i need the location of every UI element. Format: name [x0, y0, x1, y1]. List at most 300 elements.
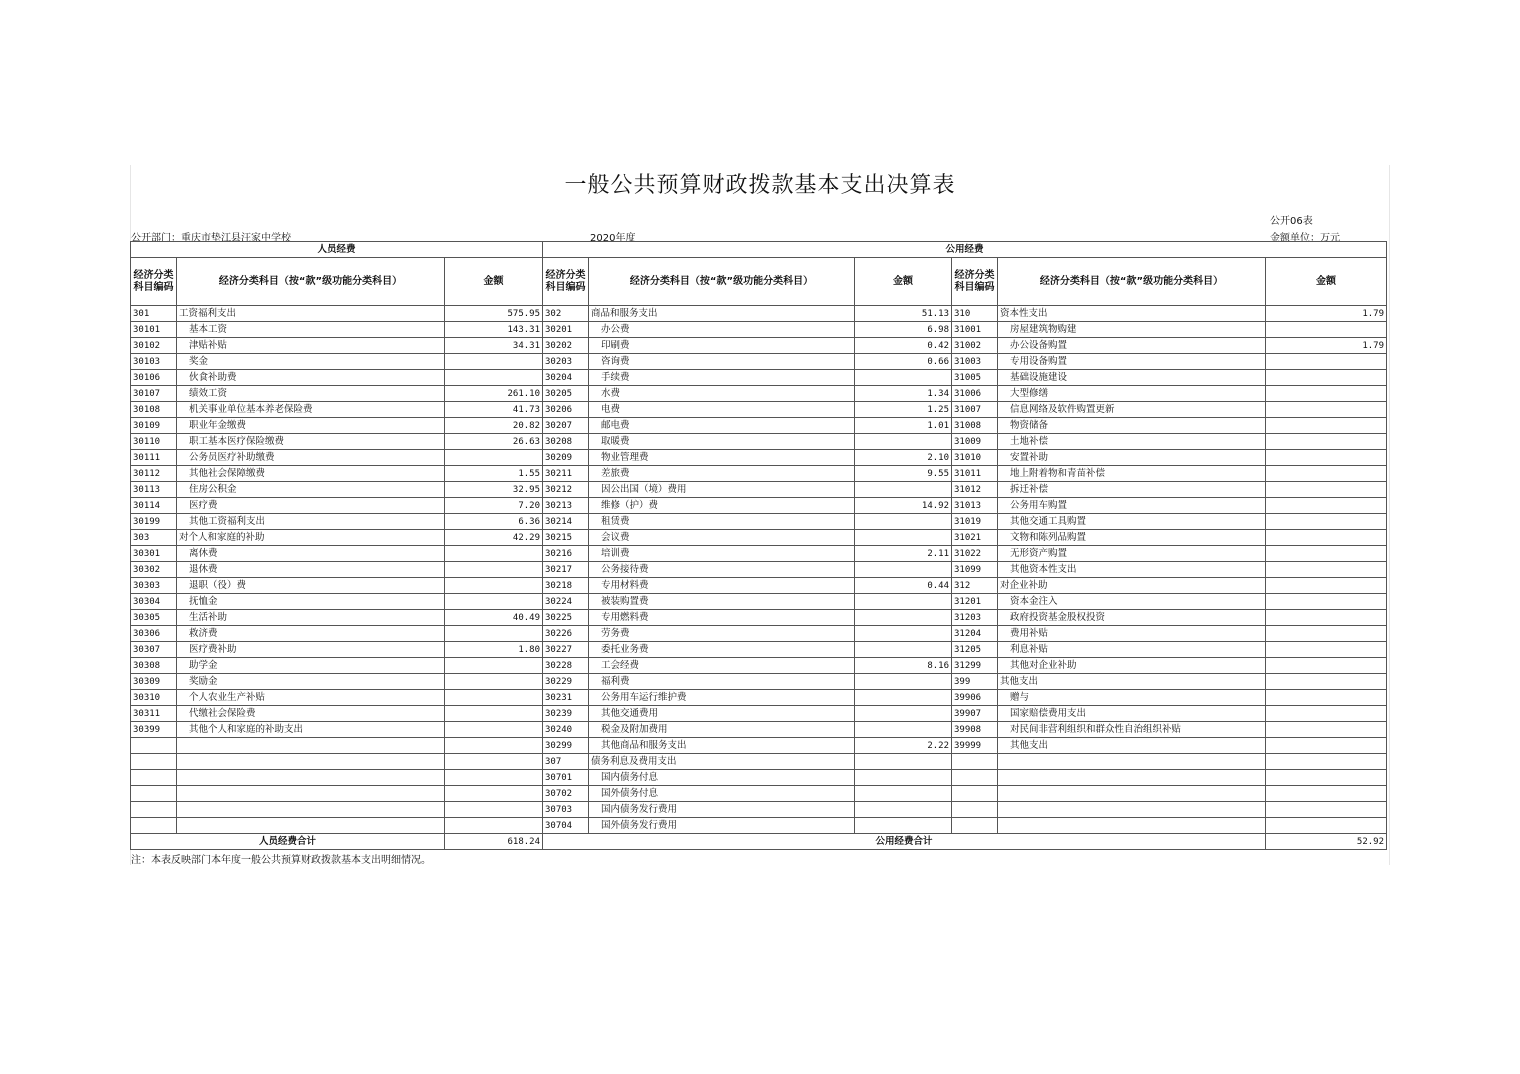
- amount-cell: [445, 450, 543, 466]
- amount-cell: [1266, 658, 1387, 674]
- item-name-cell: 被装购置费: [589, 594, 855, 610]
- item-name-cell: 医疗费: [177, 498, 445, 514]
- item-name-cell: 水费: [589, 386, 855, 402]
- item-name-cell: 税金及附加费用: [589, 722, 855, 738]
- amount-cell: [1266, 530, 1387, 546]
- amount-cell: 51.13: [855, 306, 952, 322]
- code-cell: 31205: [952, 642, 998, 658]
- amount-cell: 0.44: [855, 578, 952, 594]
- table-row: [131, 402, 1387, 418]
- amount-cell: 26.63: [445, 434, 543, 450]
- table-row: [131, 674, 1387, 690]
- table-row: [131, 322, 1387, 338]
- amount-cell: [1266, 706, 1387, 722]
- col-amount-header: 金额: [1266, 258, 1387, 306]
- code-cell: [131, 818, 177, 834]
- amount-cell: [1266, 514, 1387, 530]
- amount-cell: [445, 354, 543, 370]
- code-cell: 30107: [131, 386, 177, 402]
- item-name-cell: 维修（护）费: [589, 498, 855, 514]
- amount-cell: 2.22: [855, 738, 952, 754]
- amount-cell: [445, 818, 543, 834]
- amount-cell: [855, 674, 952, 690]
- amount-cell: [1266, 594, 1387, 610]
- amount-cell: [855, 690, 952, 706]
- item-name-cell: [177, 754, 445, 770]
- item-name-cell: 公务用车购置: [998, 498, 1266, 514]
- col-code-header: 经济分类科目编码: [952, 258, 998, 306]
- item-name-cell: 职工基本医疗保险缴费: [177, 434, 445, 450]
- item-name-cell: 其他交通费用: [589, 706, 855, 722]
- code-cell: 30701: [543, 770, 589, 786]
- amount-cell: [445, 690, 543, 706]
- item-name-cell: 其他社会保障缴费: [177, 466, 445, 482]
- form-number: 公开06表: [1270, 216, 1313, 227]
- code-cell: [131, 802, 177, 818]
- item-name-cell: [998, 802, 1266, 818]
- amount-cell: 1.79: [1266, 338, 1387, 354]
- amount-cell: 14.92: [855, 498, 952, 514]
- code-cell: 30305: [131, 610, 177, 626]
- amount-cell: [445, 770, 543, 786]
- code-cell: 30212: [543, 482, 589, 498]
- code-cell: [952, 802, 998, 818]
- item-name-cell: 其他工资福利支出: [177, 514, 445, 530]
- section-public-header: 公用经费: [543, 242, 1387, 258]
- table-row: [131, 514, 1387, 530]
- amount-cell: [445, 754, 543, 770]
- code-cell: 30205: [543, 386, 589, 402]
- item-name-cell: 赠与: [998, 690, 1266, 706]
- code-cell: 31021: [952, 530, 998, 546]
- item-name-cell: 津贴补贴: [177, 338, 445, 354]
- amount-cell: [1266, 802, 1387, 818]
- item-name-cell: 专用燃料费: [589, 610, 855, 626]
- item-name-cell: 资本性支出: [998, 306, 1266, 322]
- table-row: [131, 594, 1387, 610]
- code-cell: 31204: [952, 626, 998, 642]
- code-cell: 31005: [952, 370, 998, 386]
- code-cell: 30209: [543, 450, 589, 466]
- code-cell: 30208: [543, 434, 589, 450]
- code-cell: 30203: [543, 354, 589, 370]
- item-name-cell: 因公出国（境）费用: [589, 482, 855, 498]
- amount-cell: [855, 754, 952, 770]
- code-cell: 302: [543, 306, 589, 322]
- item-name-cell: 绩效工资: [177, 386, 445, 402]
- amount-cell: [855, 802, 952, 818]
- amount-cell: 2.11: [855, 546, 952, 562]
- item-name-cell: 物资储备: [998, 418, 1266, 434]
- item-name-cell: 其他对企业补助: [998, 658, 1266, 674]
- table-row: [131, 738, 1387, 754]
- table-row: [131, 690, 1387, 706]
- code-cell: 30306: [131, 626, 177, 642]
- amount-cell: [1266, 626, 1387, 642]
- code-cell: 301: [131, 306, 177, 322]
- item-name-cell: 代缴社会保险费: [177, 706, 445, 722]
- amount-cell: 1.79: [1266, 306, 1387, 322]
- amount-cell: [1266, 578, 1387, 594]
- code-cell: 30112: [131, 466, 177, 482]
- code-cell: 310: [952, 306, 998, 322]
- sheet-right-border: [1389, 165, 1390, 865]
- code-cell: 30218: [543, 578, 589, 594]
- amount-cell: [445, 658, 543, 674]
- item-name-cell: 退休费: [177, 562, 445, 578]
- code-cell: 31009: [952, 434, 998, 450]
- item-name-cell: 商品和服务支出: [589, 306, 855, 322]
- table-row: [131, 722, 1387, 738]
- amount-cell: [855, 770, 952, 786]
- table-row: [131, 450, 1387, 466]
- amount-cell: 9.55: [855, 466, 952, 482]
- code-cell: 30199: [131, 514, 177, 530]
- amount-cell: [445, 738, 543, 754]
- code-cell: [952, 786, 998, 802]
- code-cell: [952, 818, 998, 834]
- code-cell: 30213: [543, 498, 589, 514]
- item-name-cell: 劳务费: [589, 626, 855, 642]
- table-row: [131, 578, 1387, 594]
- amount-cell: [1266, 354, 1387, 370]
- section-personnel-header: 人员经费: [131, 242, 543, 258]
- item-name-cell: 生活补助: [177, 610, 445, 626]
- item-name-cell: 其他个人和家庭的补助支出: [177, 722, 445, 738]
- item-name-cell: 个人农业生产补贴: [177, 690, 445, 706]
- code-cell: 31022: [952, 546, 998, 562]
- amount-cell: [855, 642, 952, 658]
- code-cell: 31001: [952, 322, 998, 338]
- table-row: [131, 626, 1387, 642]
- code-cell: 30217: [543, 562, 589, 578]
- code-cell: 30113: [131, 482, 177, 498]
- code-cell: 30303: [131, 578, 177, 594]
- item-name-cell: 培训费: [589, 546, 855, 562]
- item-name-cell: 办公设备购置: [998, 338, 1266, 354]
- code-cell: 31201: [952, 594, 998, 610]
- item-name-cell: 奖励金: [177, 674, 445, 690]
- item-name-cell: 国家赔偿费用支出: [998, 706, 1266, 722]
- item-name-cell: 伙食补助费: [177, 370, 445, 386]
- amount-cell: 6.98: [855, 322, 952, 338]
- code-cell: 30311: [131, 706, 177, 722]
- amount-cell: [1266, 498, 1387, 514]
- item-name-cell: 印刷费: [589, 338, 855, 354]
- item-name-cell: 其他商品和服务支出: [589, 738, 855, 754]
- amount-cell: [855, 514, 952, 530]
- code-cell: 30225: [543, 610, 589, 626]
- code-cell: 39999: [952, 738, 998, 754]
- expenditure-table: [130, 241, 1387, 850]
- item-name-cell: 机关事业单位基本养老保险费: [177, 402, 445, 418]
- code-cell: 39907: [952, 706, 998, 722]
- amount-cell: 6.36: [445, 514, 543, 530]
- code-cell: 30206: [543, 402, 589, 418]
- code-cell: 31013: [952, 498, 998, 514]
- code-cell: 30214: [543, 514, 589, 530]
- item-name-cell: 工会经费: [589, 658, 855, 674]
- code-cell: [131, 738, 177, 754]
- item-name-cell: 安置补助: [998, 450, 1266, 466]
- item-name-cell: 退职（役）费: [177, 578, 445, 594]
- item-name-cell: 公务员医疗补助缴费: [177, 450, 445, 466]
- item-name-cell: 土地补偿: [998, 434, 1266, 450]
- amount-cell: [855, 434, 952, 450]
- amount-cell: [1266, 642, 1387, 658]
- table-row: [131, 706, 1387, 722]
- item-name-cell: 国内债务付息: [589, 770, 855, 786]
- code-cell: 30301: [131, 546, 177, 562]
- item-name-cell: 助学金: [177, 658, 445, 674]
- code-cell: 31010: [952, 450, 998, 466]
- item-name-cell: 大型修缮: [998, 386, 1266, 402]
- fiscal-year: 2020年度: [590, 233, 636, 244]
- code-cell: 30109: [131, 418, 177, 434]
- table-row: [131, 818, 1387, 834]
- code-cell: 30201: [543, 322, 589, 338]
- code-cell: 30215: [543, 530, 589, 546]
- amount-cell: [1266, 546, 1387, 562]
- table-row: [131, 546, 1387, 562]
- amount-cell: 41.73: [445, 402, 543, 418]
- amount-cell: [1266, 786, 1387, 802]
- amount-cell: [1266, 402, 1387, 418]
- amount-cell: [1266, 610, 1387, 626]
- personnel-total-amount: 618.24: [445, 834, 543, 850]
- code-cell: 30229: [543, 674, 589, 690]
- amount-cell: [1266, 434, 1387, 450]
- code-cell: [131, 754, 177, 770]
- col-amount-header: 金额: [855, 258, 952, 306]
- table-row: [131, 530, 1387, 546]
- item-name-cell: 物业管理费: [589, 450, 855, 466]
- item-name-cell: 工资福利支出: [177, 306, 445, 322]
- code-cell: [952, 754, 998, 770]
- code-cell: 31007: [952, 402, 998, 418]
- amount-cell: [445, 594, 543, 610]
- amount-cell: [445, 370, 543, 386]
- item-name-cell: 对个人和家庭的补助: [177, 530, 445, 546]
- code-cell: 31006: [952, 386, 998, 402]
- item-name-cell: 对企业补助: [998, 578, 1266, 594]
- item-name-cell: [177, 786, 445, 802]
- code-cell: 30224: [543, 594, 589, 610]
- code-cell: 399: [952, 674, 998, 690]
- item-name-cell: 咨询费: [589, 354, 855, 370]
- amount-cell: [855, 610, 952, 626]
- code-cell: 30240: [543, 722, 589, 738]
- item-name-cell: 救济费: [177, 626, 445, 642]
- table-row: [131, 802, 1387, 818]
- amount-cell: 575.95: [445, 306, 543, 322]
- amount-cell: 261.10: [445, 386, 543, 402]
- code-cell: 30216: [543, 546, 589, 562]
- item-name-cell: 房屋建筑物购建: [998, 322, 1266, 338]
- code-cell: 30399: [131, 722, 177, 738]
- table-row: [131, 386, 1387, 402]
- amount-cell: 34.31: [445, 338, 543, 354]
- amount-cell: [445, 562, 543, 578]
- code-cell: [131, 786, 177, 802]
- code-cell: 30310: [131, 690, 177, 706]
- table-row: [131, 482, 1387, 498]
- table-row: [131, 498, 1387, 514]
- code-cell: 30204: [543, 370, 589, 386]
- item-name-cell: 抚恤金: [177, 594, 445, 610]
- amount-cell: [1266, 770, 1387, 786]
- code-cell: 31299: [952, 658, 998, 674]
- amount-cell: 2.10: [855, 450, 952, 466]
- code-cell: 30110: [131, 434, 177, 450]
- table-row: [131, 754, 1387, 770]
- amount-cell: [445, 706, 543, 722]
- item-name-cell: 电费: [589, 402, 855, 418]
- amount-cell: 0.42: [855, 338, 952, 354]
- amount-cell: [855, 722, 952, 738]
- item-name-cell: 其他资本性支出: [998, 562, 1266, 578]
- code-cell: [131, 770, 177, 786]
- item-name-cell: 专用材料费: [589, 578, 855, 594]
- code-cell: 30231: [543, 690, 589, 706]
- col-code-header: 经济分类科目编码: [131, 258, 177, 306]
- code-cell: 31012: [952, 482, 998, 498]
- table-row: [131, 770, 1387, 786]
- code-cell: 30703: [543, 802, 589, 818]
- code-cell: 30211: [543, 466, 589, 482]
- item-name-cell: 奖金: [177, 354, 445, 370]
- code-cell: 30704: [543, 818, 589, 834]
- amount-cell: [1266, 482, 1387, 498]
- amount-cell: [445, 786, 543, 802]
- item-name-cell: 国外债务付息: [589, 786, 855, 802]
- item-name-cell: 手续费: [589, 370, 855, 386]
- amount-cell: [855, 626, 952, 642]
- item-name-cell: 公务用车运行维护费: [589, 690, 855, 706]
- table-row: [131, 786, 1387, 802]
- amount-cell: [1266, 818, 1387, 834]
- amount-cell: [1266, 450, 1387, 466]
- amount-cell: 1.01: [855, 418, 952, 434]
- table-row: [131, 562, 1387, 578]
- item-name-cell: 国外债务发行费用: [589, 818, 855, 834]
- col-name-header: 经济分类科目（按“款”级功能分类科目）: [589, 258, 855, 306]
- code-cell: 31011: [952, 466, 998, 482]
- code-cell: 303: [131, 530, 177, 546]
- item-name-cell: 对民间非营利组织和群众性自治组织补贴: [998, 722, 1266, 738]
- footnote: 注：本表反映部门本年度一般公共预算财政拨款基本支出明细情况。: [131, 855, 431, 866]
- code-cell: 30108: [131, 402, 177, 418]
- col-amount-header: 金额: [445, 258, 543, 306]
- table-row: [131, 418, 1387, 434]
- item-name-cell: 费用补贴: [998, 626, 1266, 642]
- public-total-amount: 52.92: [1266, 834, 1387, 850]
- amount-cell: 1.55: [445, 466, 543, 482]
- item-name-cell: 住房公积金: [177, 482, 445, 498]
- amount-cell: [1266, 386, 1387, 402]
- code-cell: 39908: [952, 722, 998, 738]
- item-name-cell: [177, 802, 445, 818]
- amount-cell: [855, 594, 952, 610]
- department-label: 公开部门：重庆市垫江县汪家中学校: [131, 233, 291, 244]
- item-name-cell: [998, 754, 1266, 770]
- amount-cell: [1266, 466, 1387, 482]
- table-row: [131, 658, 1387, 674]
- code-cell: 31003: [952, 354, 998, 370]
- code-cell: 30309: [131, 674, 177, 690]
- amount-cell: [1266, 722, 1387, 738]
- code-cell: 30228: [543, 658, 589, 674]
- item-name-cell: 其他交通工具购置: [998, 514, 1266, 530]
- amount-cell: [445, 578, 543, 594]
- table-row: [131, 434, 1387, 450]
- amount-cell: 1.80: [445, 642, 543, 658]
- table-row: [131, 642, 1387, 658]
- code-cell: 30308: [131, 658, 177, 674]
- code-cell: 30227: [543, 642, 589, 658]
- amount-cell: 7.20: [445, 498, 543, 514]
- item-name-cell: 文物和陈列品购置: [998, 530, 1266, 546]
- amount-cell: [445, 626, 543, 642]
- table-row: [131, 466, 1387, 482]
- amount-cell: [855, 370, 952, 386]
- code-cell: 31203: [952, 610, 998, 626]
- amount-cell: 8.16: [855, 658, 952, 674]
- amount-cell: [855, 818, 952, 834]
- amount-cell: 0.66: [855, 354, 952, 370]
- item-name-cell: 拆迁补偿: [998, 482, 1266, 498]
- code-cell: 307: [543, 754, 589, 770]
- item-name-cell: 医疗费补助: [177, 642, 445, 658]
- amount-cell: [855, 786, 952, 802]
- col-name-header: 经济分类科目（按“款”级功能分类科目）: [177, 258, 445, 306]
- code-cell: 30102: [131, 338, 177, 354]
- code-cell: 30202: [543, 338, 589, 354]
- item-name-cell: 邮电费: [589, 418, 855, 434]
- item-name-cell: [177, 818, 445, 834]
- code-cell: 30103: [131, 354, 177, 370]
- code-cell: 30101: [131, 322, 177, 338]
- amount-cell: 20.82: [445, 418, 543, 434]
- code-cell: 31002: [952, 338, 998, 354]
- amount-cell: [445, 802, 543, 818]
- amount-cell: 143.31: [445, 322, 543, 338]
- item-name-cell: 福利费: [589, 674, 855, 690]
- table-row: [131, 354, 1387, 370]
- item-name-cell: 职业年金缴费: [177, 418, 445, 434]
- amount-cell: 40.49: [445, 610, 543, 626]
- amount-cell: [855, 530, 952, 546]
- amount-cell: 1.34: [855, 386, 952, 402]
- item-name-cell: 政府投资基金股权投资: [998, 610, 1266, 626]
- amount-cell: [1266, 754, 1387, 770]
- item-name-cell: 利息补贴: [998, 642, 1266, 658]
- code-cell: 30702: [543, 786, 589, 802]
- code-cell: 31019: [952, 514, 998, 530]
- item-name-cell: [177, 770, 445, 786]
- amount-cell: [855, 482, 952, 498]
- item-name-cell: 会议费: [589, 530, 855, 546]
- amount-cell: 32.95: [445, 482, 543, 498]
- item-name-cell: 其他支出: [998, 738, 1266, 754]
- amount-cell: [855, 706, 952, 722]
- code-cell: 31099: [952, 562, 998, 578]
- code-cell: 30106: [131, 370, 177, 386]
- item-name-cell: 差旅费: [589, 466, 855, 482]
- amount-cell: [1266, 690, 1387, 706]
- amount-cell: [855, 562, 952, 578]
- table-row: [131, 610, 1387, 626]
